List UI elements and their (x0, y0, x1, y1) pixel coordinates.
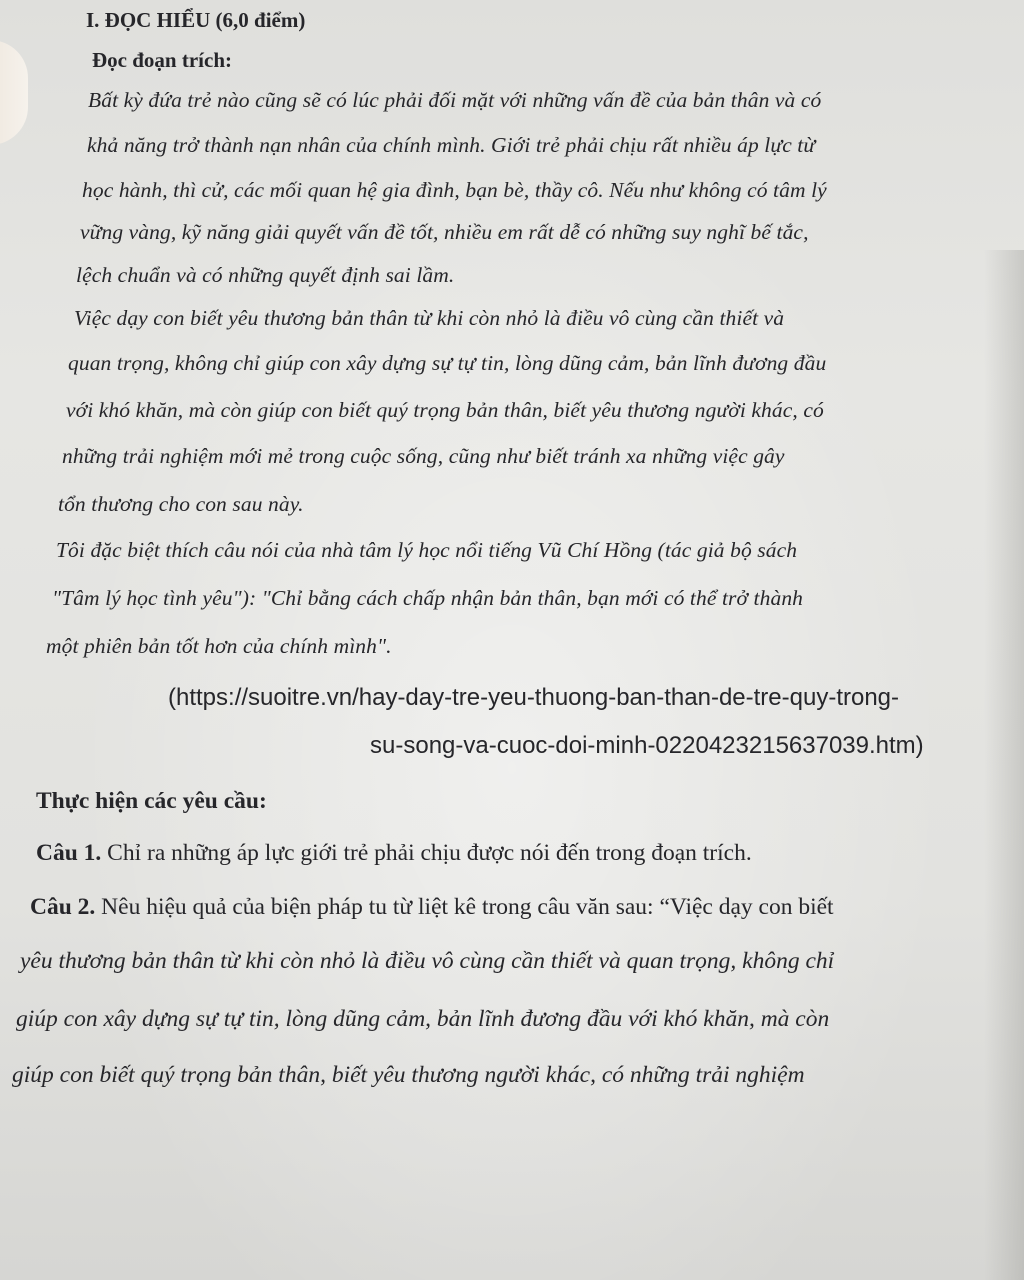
passage-line: vững vàng, kỹ năng giải quyết vấn đề tốt, nhiều em rất dễ có những suy nghĩ bế tắc, (80, 220, 809, 244)
passage-line: với khó khăn, mà còn giúp con biết quý trọng bản thân, biết yêu thương người khác, có (66, 398, 824, 422)
finger-shadow (0, 40, 28, 145)
passage-line: một phiên bản tốt hơn của chính mình". (46, 634, 392, 658)
passage-line: Việc dạy con biết yêu thương bản thân từ khi còn nhỏ là điều vô cùng cần thiết và (74, 306, 785, 330)
page-shadow (984, 250, 1024, 1280)
passage-line: những trải nghiệm mới mẻ trong cuộc sống, cũng như biết tránh xa những việc gây (62, 444, 785, 468)
question-1-label: Câu 1. (36, 840, 102, 866)
source-citation: (https://suoitre.vn/hay-day-tre-yeu-thuong-ban-than-de-tre-quy-trong- (168, 684, 900, 711)
question-1-text: Chỉ ra những áp lực giới trẻ phải chịu được nói đến trong đoạn trích. (101, 840, 752, 866)
passage-instruction: Đọc đoạn trích: (92, 48, 232, 72)
passage-line: "Tâm lý học tình yêu"): "Chỉ bằng cách chấp nhận bản thân, bạn mới có thể trở thành (52, 586, 804, 610)
question-2 (30, 896, 834, 920)
question-2-quote-line: giúp con xây dựng sự tự tin, lòng dũng cảm, bản lĩnh đương đầu với khó khăn, mà còn (16, 1006, 830, 1032)
passage-line: Bất kỳ đứa trẻ nào cũng sẽ có lúc phải đối mặt với những vấn đề của bản thân và có (88, 88, 822, 112)
tasks-heading: Thực hiện các yêu cầu: (36, 788, 267, 814)
question-2-quote-line: giúp con biết quý trọng bản thân, biết yêu thương người khác, có những trải nghiệm (12, 1062, 805, 1088)
passage-line: Tôi đặc biệt thích câu nói của nhà tâm lý học nổi tiếng Vũ Chí Hồng (tác giả bộ sách (56, 538, 798, 562)
passage-line: quan trọng, không chỉ giúp con xây dựng sự tự tin, lòng dũng cảm, bản lĩnh đương đầu (68, 351, 827, 375)
question-2-label: Câu 2. (30, 894, 96, 920)
passage-line: tổn thương cho con sau này. (58, 492, 304, 516)
passage-line: học hành, thì cử, các mối quan hệ gia đình, bạn bè, thầy cô. Nếu như không có tâm lý (82, 178, 827, 202)
question-2-quote-line: yêu thương bản thân từ khi còn nhỏ là điều vô cùng cần thiết và quan trọng, không chỉ (20, 948, 835, 974)
passage-line: lệch chuẩn và có những quyết định sai lầm. (76, 263, 455, 287)
passage-line: khả năng trở thành nạn nhân của chính mình. Giới trẻ phải chịu rất nhiều áp lực từ (87, 133, 816, 157)
question-2-text: Nêu hiệu quả của biện pháp tu từ liệt kê trong câu văn sau: “Việc dạy con biết (95, 894, 834, 920)
question-1 (36, 842, 752, 866)
section-title: I. ĐỌC HIỂU (6,0 điểm) (86, 8, 306, 32)
source-citation: su-song-va-cuoc-doi-minh-0220423215637039.htm) (370, 732, 924, 759)
